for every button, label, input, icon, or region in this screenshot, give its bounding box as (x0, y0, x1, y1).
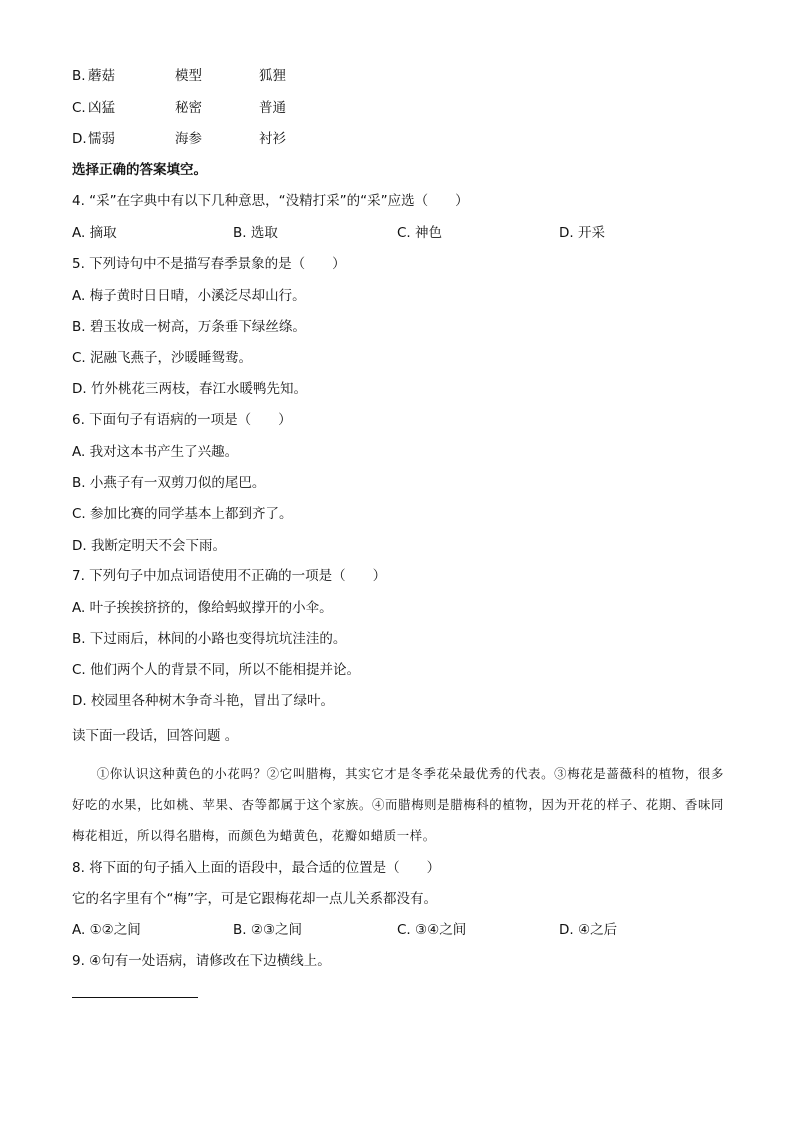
q4-stem: 4. “采”在字典中有以下几种意思，“没精打采”的“采”应选（ ） (72, 193, 469, 209)
q7-stem: 7. 下列句子中加点词语使用不正确的一项是（ ） (72, 568, 387, 584)
q8-sentence: 它的名字里有个“梅”字，可是它跟梅花却一点儿关系都没有。 (72, 891, 437, 907)
q7-option-a[interactable]: A. 叶子挨挨挤挤的，像给蚂蚁撑开的小伞。 (72, 600, 333, 616)
q6-option-a[interactable]: A. 我对这本书产生了兴趣。 (72, 444, 239, 460)
q9-answer-line[interactable] (72, 997, 198, 998)
q4-option-c[interactable]: C. 神色 (397, 225, 443, 241)
q3-option-b-word-3: 狐狸 (259, 68, 286, 84)
q8-option-d[interactable]: D. ④之后 (559, 922, 618, 938)
q5-option-b[interactable]: B. 碧玉妆成一树高，万条垂下绿丝绦。 (72, 319, 306, 335)
q7-option-c[interactable]: C. 他们两个人的背景不同，所以不能相提并论。 (72, 662, 361, 678)
q4-option-a[interactable]: A. 摘取 (72, 225, 117, 241)
q8-option-c[interactable]: C. ③④之间 (397, 922, 467, 938)
q5-option-a[interactable]: A. 梅子黄时日日晴，小溪泛尽却山行。 (72, 288, 306, 304)
q4-option-d[interactable]: D. 开采 (559, 225, 605, 241)
q3-option-b-word-1: 蘑菇 (88, 68, 115, 84)
q8-option-a[interactable]: A. ①②之间 (72, 922, 141, 938)
q3-option-c-letter: C. (72, 100, 86, 116)
q3-option-c-word-2: 秘密 (175, 100, 202, 116)
q6-option-c[interactable]: C. 参加比赛的同学基本上都到齐了。 (72, 506, 293, 522)
q6-option-b[interactable]: B. 小燕子有一双剪刀似的尾巴。 (72, 475, 266, 491)
q6-option-d[interactable]: D. 我断定明天不会下雨。 (72, 538, 226, 554)
q3-option-d-word-2: 海参 (175, 131, 202, 147)
q3-option-b-word-2: 模型 (175, 68, 202, 84)
q5-stem: 5. 下列诗句中不是描写春季景象的是（ ） (72, 256, 346, 272)
reading-intro: 读下面一段话，回答问题 。 (72, 728, 239, 744)
q6-stem: 6. 下面句子有语病的一项是（ ） (72, 412, 292, 428)
q3-option-c-word-3: 普通 (259, 100, 286, 116)
q7-option-b[interactable]: B. 下过雨后，林间的小路也变得坑坑洼洼的。 (72, 631, 347, 647)
q3-option-c-word-1: 凶猛 (88, 100, 115, 116)
q8-option-b[interactable]: B. ②③之间 (233, 922, 303, 938)
reading-passage: ①你认识这种黄色的小花吗？②它叫腊梅，其实它才是冬季花朵最优秀的代表。③梅花是蔷薇科的植物，很多好吃的水果，比如桃、苹果、杏等都属于这个家族。④而腊梅则是腊梅科的植物，因为开花的样子、花期、香味同梅花相近，所以得名腊梅，而颜色为蜡黄色，花瓣如蜡质一样。 (72, 766, 724, 843)
q5-option-d[interactable]: D. 竹外桃花三两枝，春江水暖鸭先知。 (72, 381, 307, 397)
q3-option-d-word-1: 懦弱 (88, 131, 115, 147)
q3-option-b-letter: B. (72, 68, 86, 84)
q4-option-b[interactable]: B. 选取 (233, 225, 278, 241)
q5-option-c[interactable]: C. 泥融飞燕子，沙暖睡鸳鸯。 (72, 350, 253, 366)
section-heading: 选择正确的答案填空。 (72, 162, 207, 178)
q3-option-d-word-3: 衬衫 (259, 131, 286, 147)
q8-stem: 8. 将下面的句子插入上面的语段中，最合适的位置是（ ） (72, 860, 441, 876)
q9-stem: 9. ④句有一处语病，请修改在下边横线上。 (72, 953, 331, 969)
q3-option-d-letter: D. (72, 131, 87, 147)
q7-option-d[interactable]: D. 校园里各种树木争奇斗艳，冒出了绿叶。 (72, 693, 334, 709)
